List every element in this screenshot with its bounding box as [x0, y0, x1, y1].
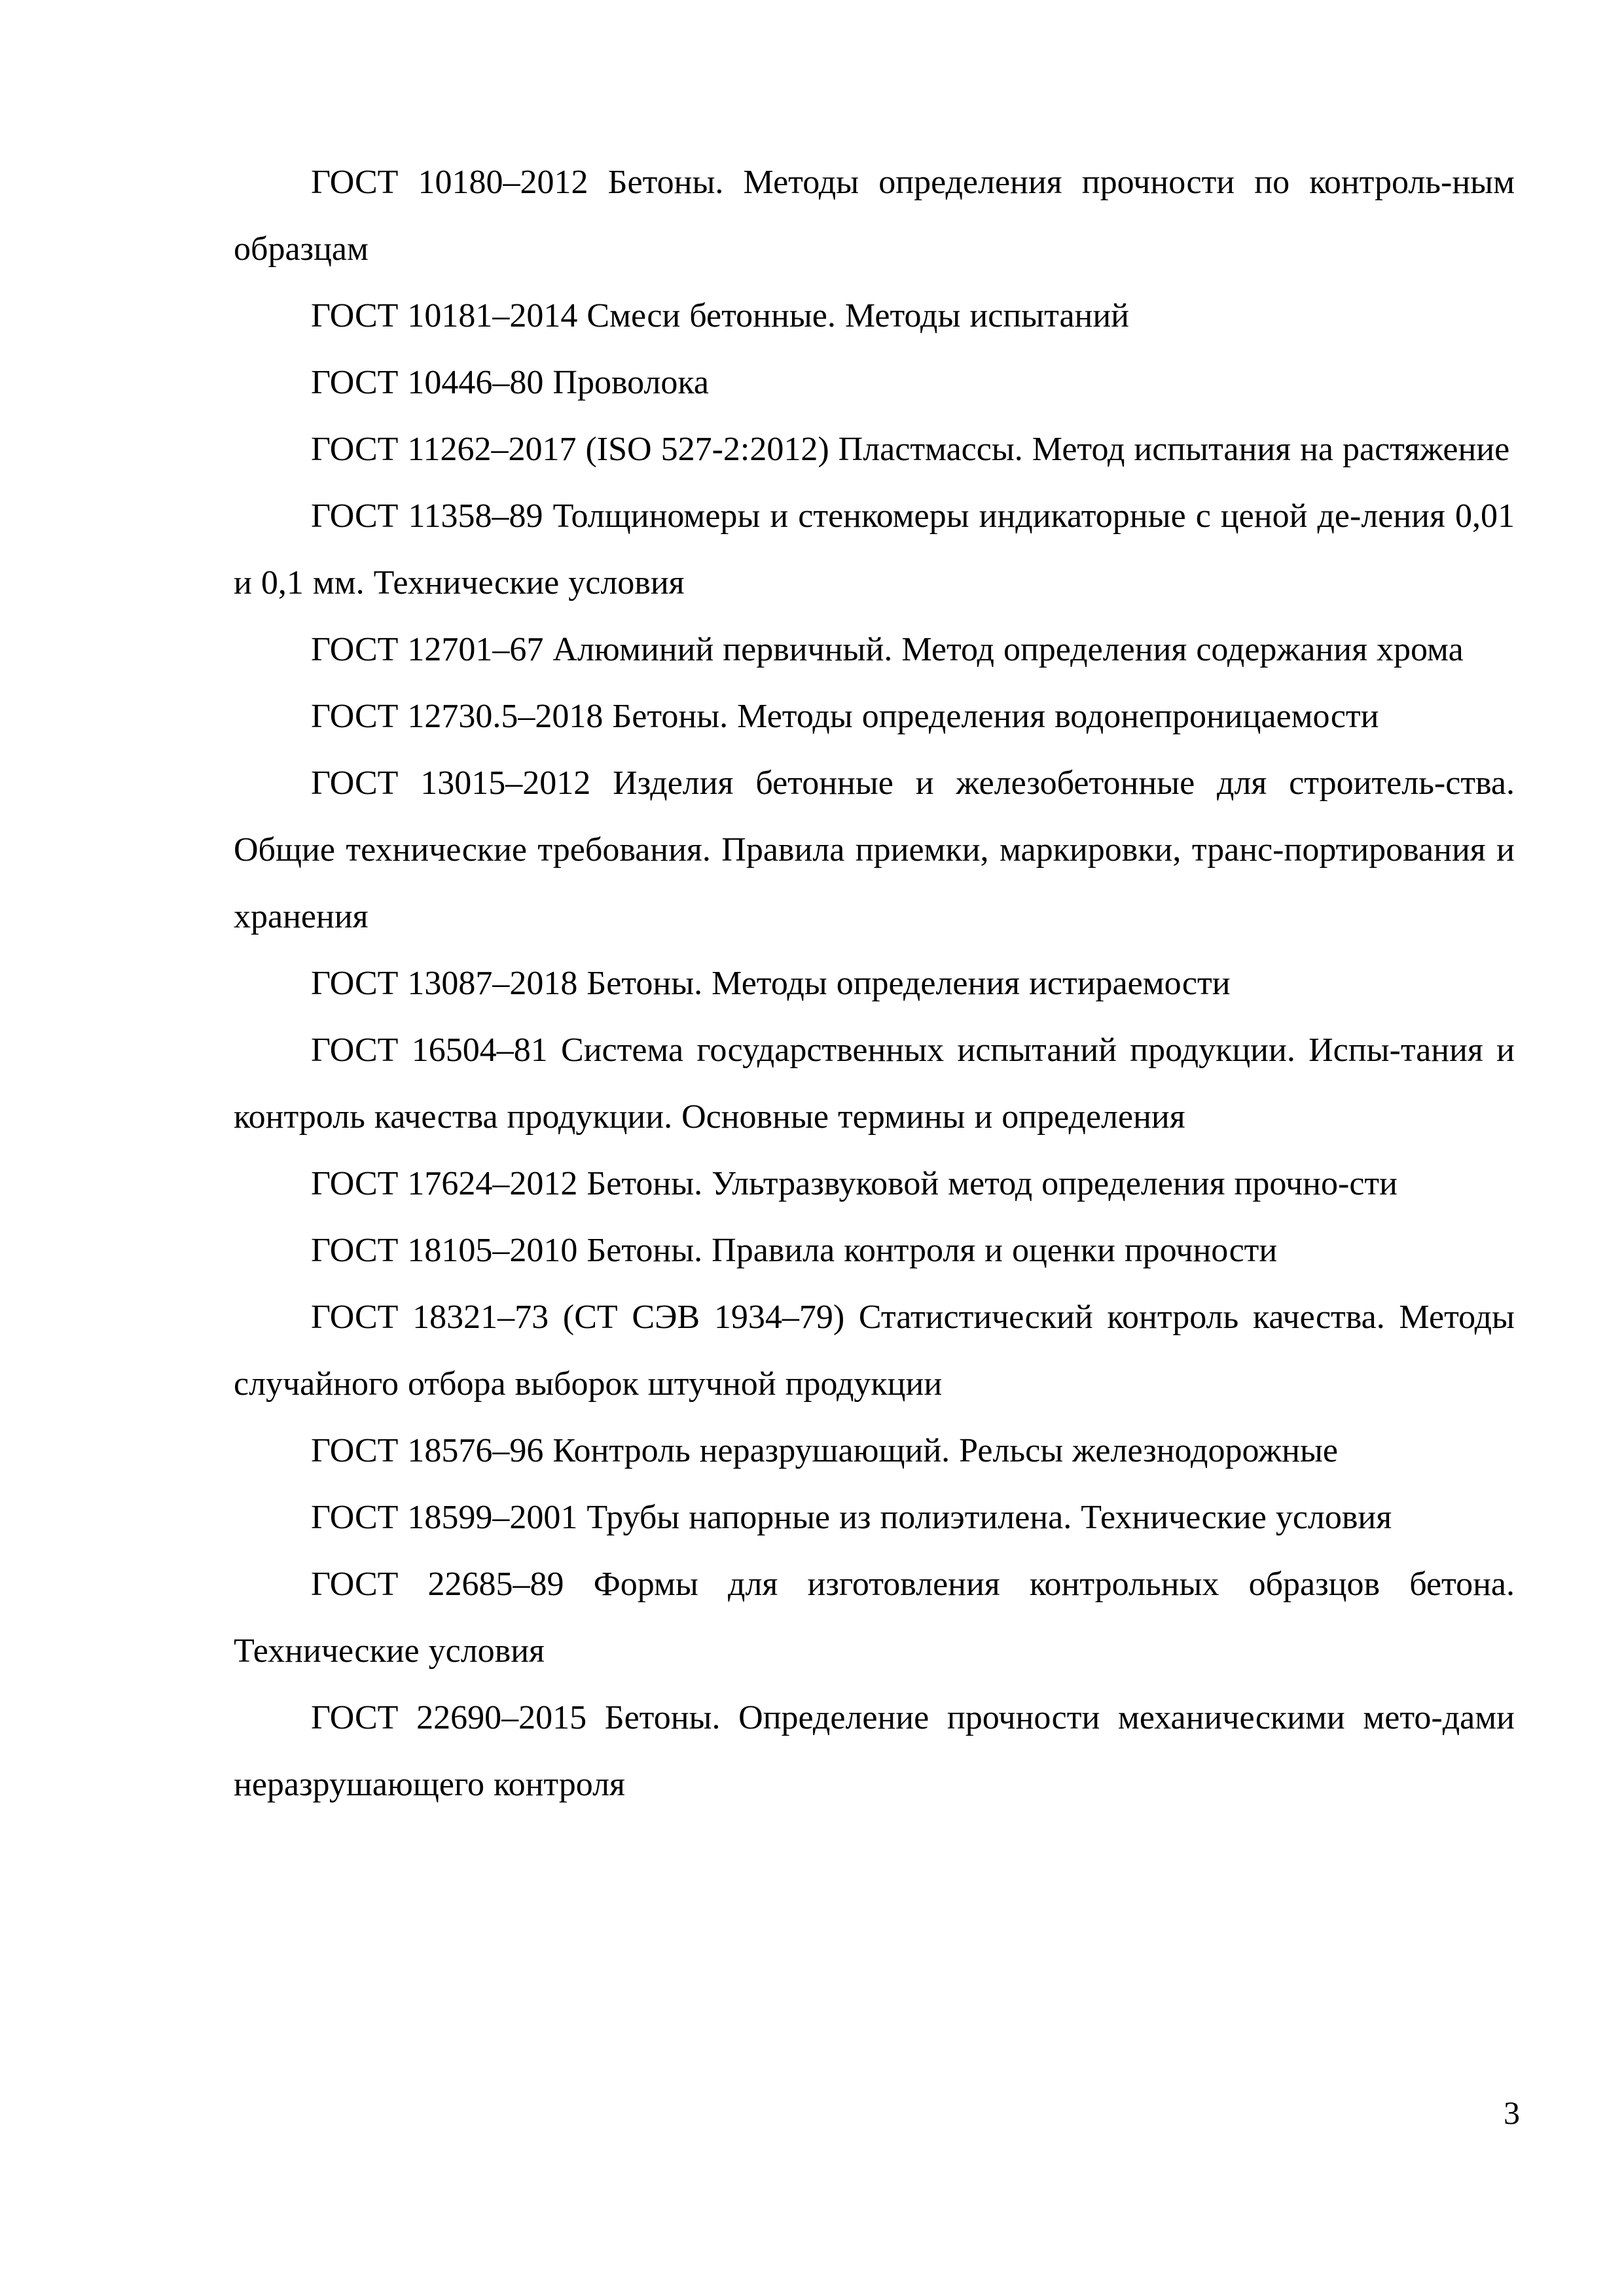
reference-item: ГОСТ 17624–2012 Бетоны. Ультразвуковой метод определения прочно-сти — [311, 1165, 1398, 1202]
reference-item: ГОСТ 18105–2010 Бетоны. Правила контроля и оценки прочности — [311, 1232, 1278, 1269]
references-list — [234, 149, 1515, 1818]
reference-item: ГОСТ 11358–89 Толщиномеры и стенкомеры индикаторные с ценой де-ления 0,01 и 0,1 мм. Технические условия — [234, 497, 1515, 601]
reference-item: ГОСТ 10446–80 Проволока — [311, 364, 709, 401]
reference-item: ГОСТ 18321–73 (СТ СЭВ 1934–79) Статистический контроль качества. Методы случайного отбора выборок штучной продукции — [234, 1299, 1515, 1403]
reference-item: ГОСТ 18576–96 Контроль неразрушающий. Рельсы железнодорожные — [311, 1432, 1338, 1469]
reference-item: ГОСТ 22685–89 Формы для изготовления контрольных образцов бетона. Технические условия — [234, 1566, 1515, 1670]
page-number: 3 — [1504, 2094, 1520, 2131]
reference-item: ГОСТ 16504–81 Система государственных испытаний продукции. Испы-тания и контроль качества продукции. Основные термины и определения — [234, 1031, 1515, 1136]
reference-item: ГОСТ 10180–2012 Бетоны. Методы определения прочности по контроль-ным образцам — [234, 164, 1515, 268]
reference-item: ГОСТ 22690–2015 Бетоны. Определение прочности механическими мето-дами неразрушающего контроля — [234, 1699, 1515, 1803]
reference-item: ГОСТ 10181–2014 Смеси бетонные. Методы испытаний — [311, 297, 1130, 334]
reference-item: ГОСТ 11262–2017 (ISO 527-2:2012) Пластмассы. Метод испытания на растяжение — [311, 431, 1510, 468]
reference-item: ГОСТ 13087–2018 Бетоны. Методы определения истираемости — [311, 965, 1231, 1002]
reference-item: ГОСТ 13015–2012 Изделия бетонные и железобетонные для строитель-ства. Общие технические требования. Правила приемки, маркировки, транс-портирования и хранения — [234, 764, 1515, 935]
reference-item: ГОСТ 12730.5–2018 Бетоны. Методы определения водонепроницаемости — [311, 698, 1379, 735]
reference-item: ГОСТ 18599–2001 Трубы напорные из полиэтилена. Технические условия — [311, 1499, 1392, 1536]
reference-item: ГОСТ 12701–67 Алюминий первичный. Метод определения содержания хрома — [311, 631, 1464, 668]
